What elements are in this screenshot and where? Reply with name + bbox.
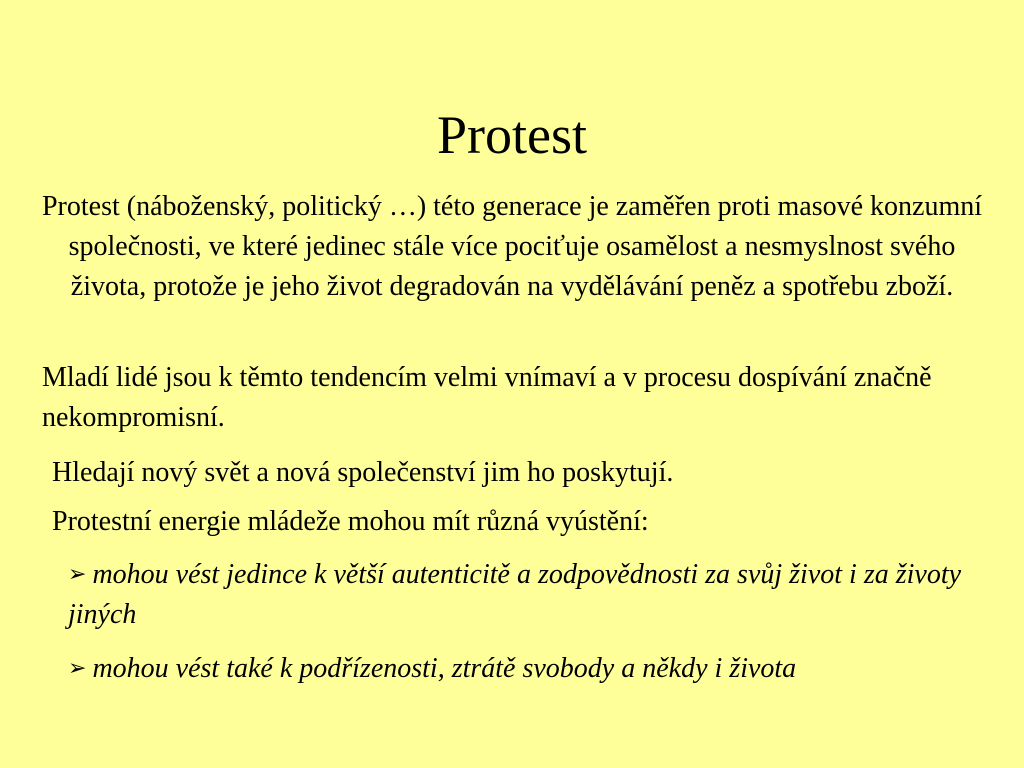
bullet-text: mohou vést jedince k větší autenticitě a zodpovědnosti za svůj život i za životy jiných: [68, 559, 962, 630]
paragraph-new-world: Hledají nový svět a nová společenství jim ho poskytují.: [52, 457, 674, 488]
slide-title: Protest: [436, 105, 587, 165]
intro-paragraph: Protest (náboženský, politický …) této generace je zaměřen proti masové konzumní společnosti, ve které jedinec stále více pociťuje osamělost a nesmyslnost svého života, protože je jeho život degradován na vydělávání peněz a spotřebu zboží.: [41, 191, 983, 302]
arrow-bullet-icon: ➢: [68, 656, 87, 681]
bullet-item-authenticity: [68, 555, 978, 635]
paragraph-youth-sensitivity: Mladí lidé jsou k těmto tendencím velmi vnímaví a v procesu dospívání značně nekompromisní.: [42, 362, 932, 433]
bullet-text: mohou vést také k podřízenosti, ztrátě svobody a někdy i života: [92, 653, 797, 684]
paragraph-protest-energy: Protestní energie mládeže mohou mít různá vyústění:: [52, 506, 649, 537]
arrow-bullet-icon: ➢: [68, 562, 87, 587]
bullet-item-subordination: [68, 649, 978, 689]
